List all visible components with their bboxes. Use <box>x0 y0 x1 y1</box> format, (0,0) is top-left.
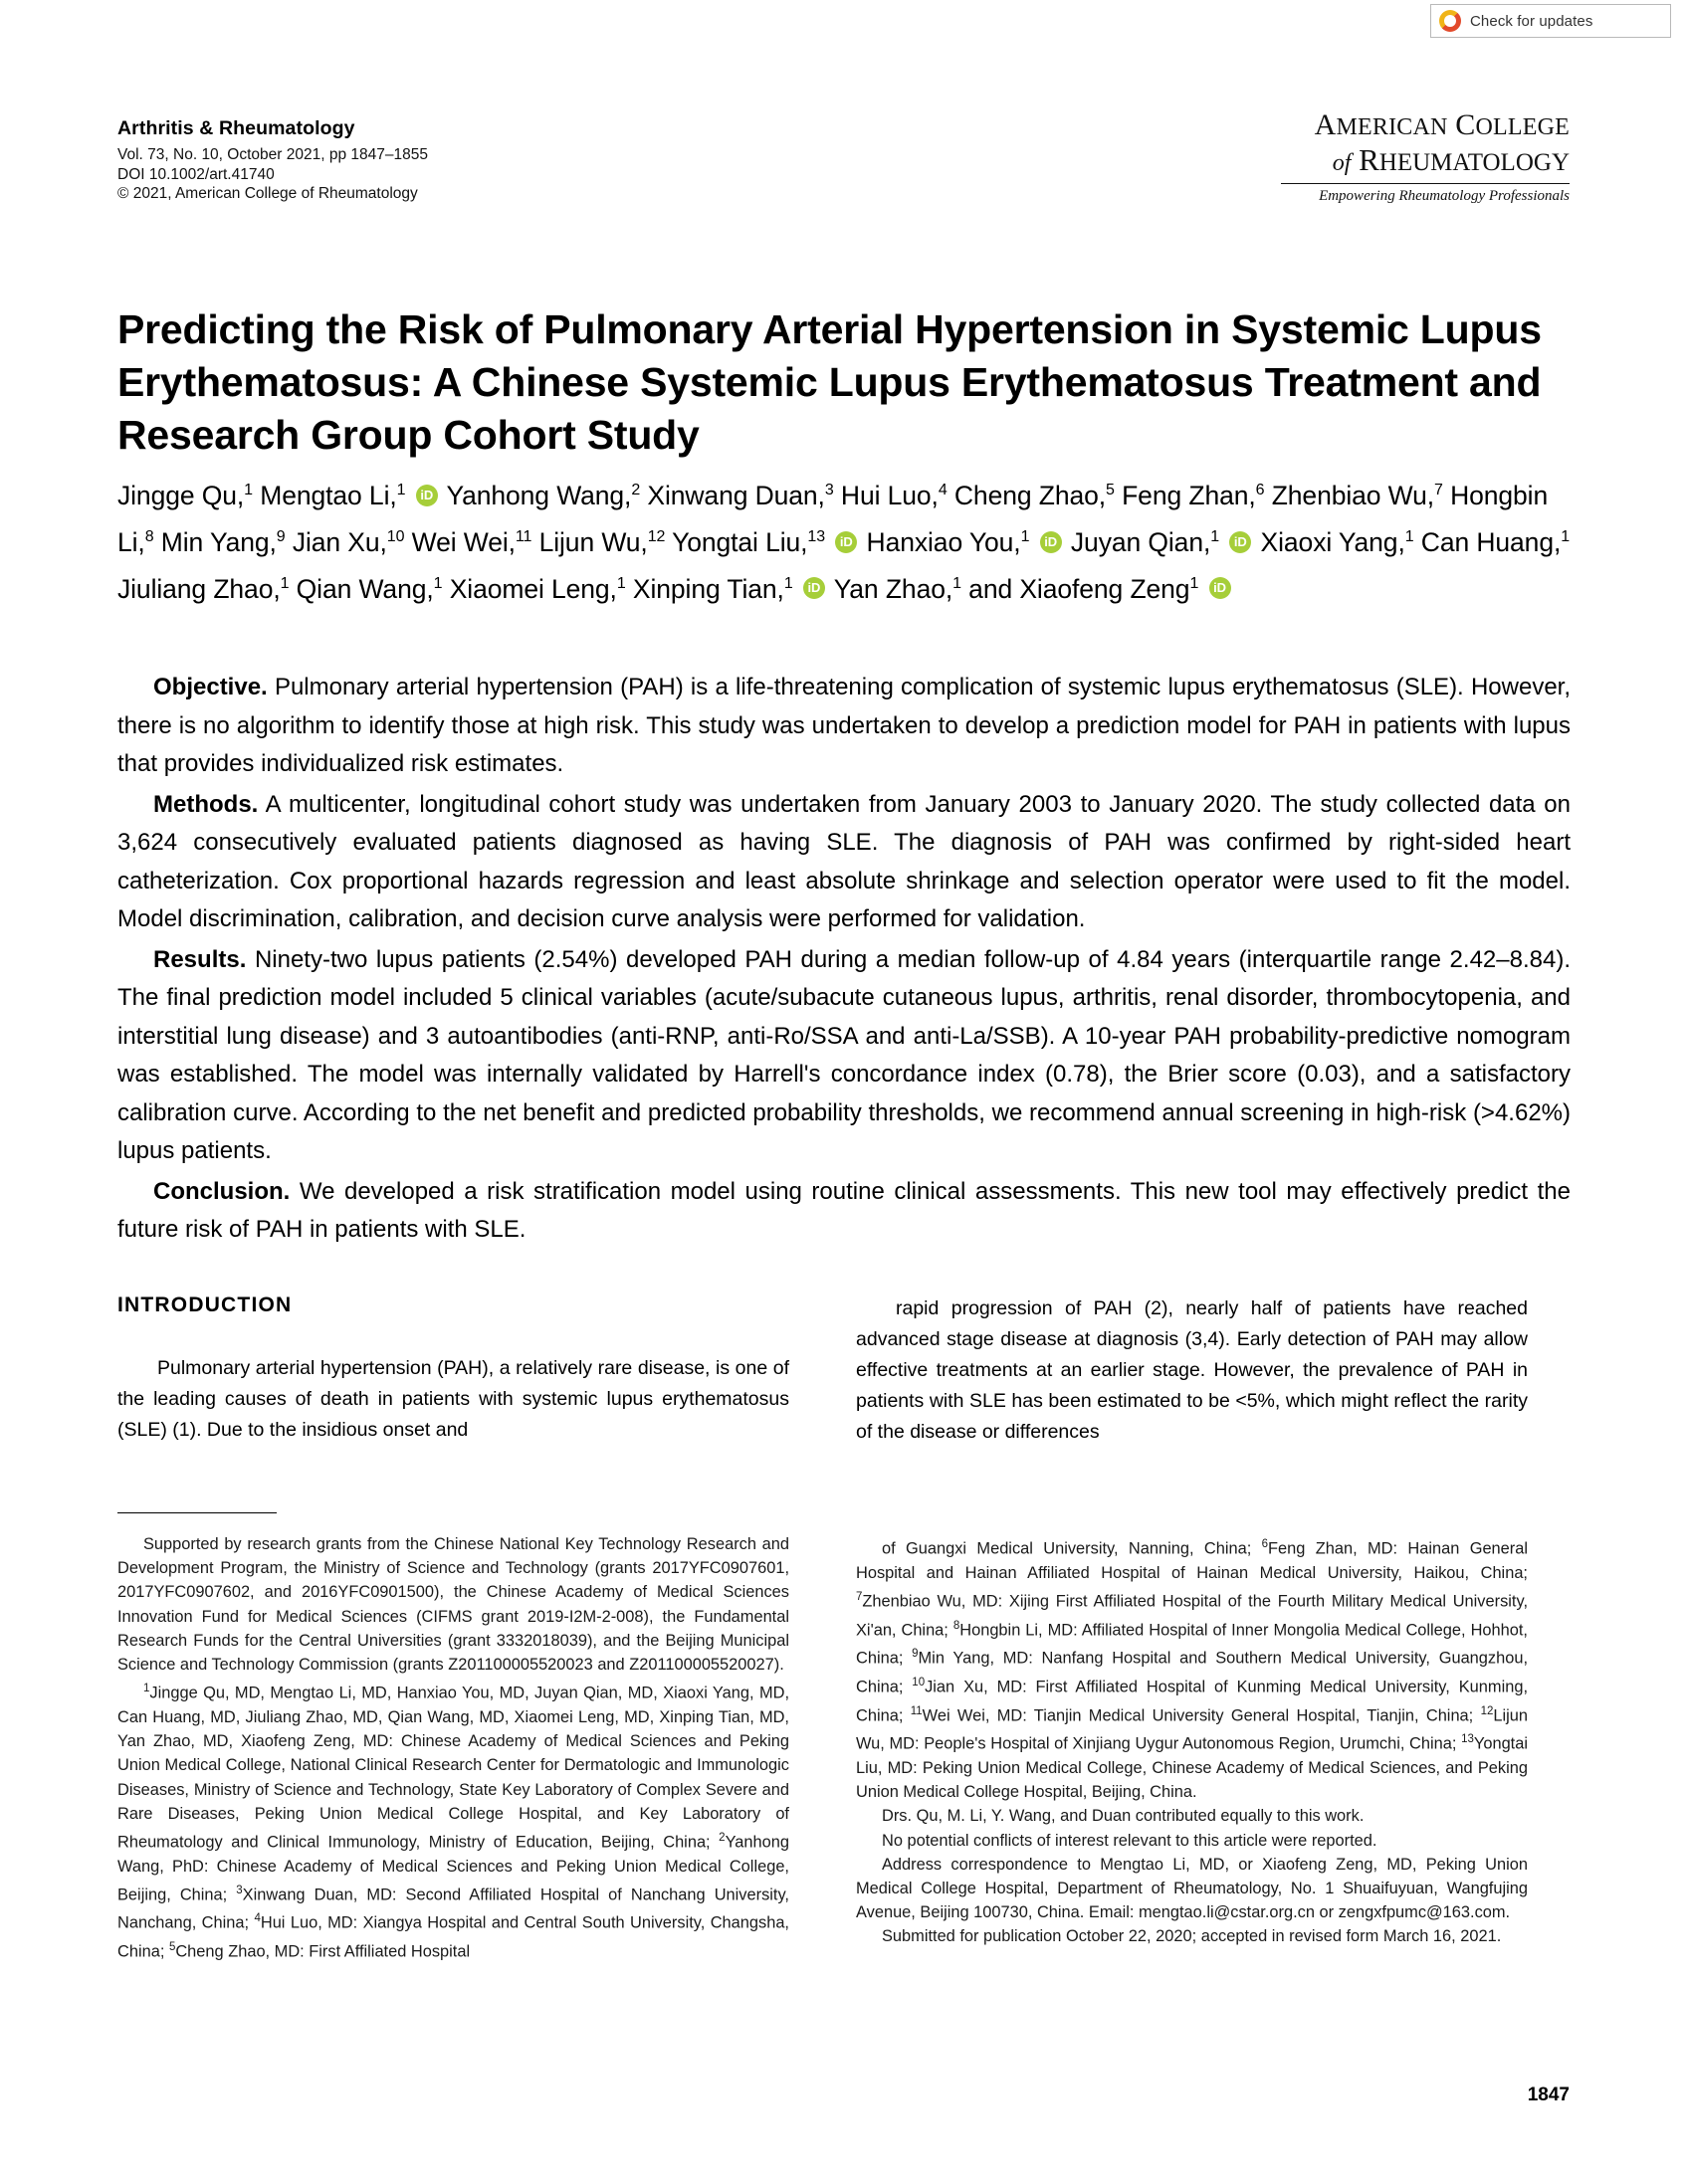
intro-paragraph-right: rapid progression of PAH (2), nearly half of patients have reached advanced stage disease at diagnosis (3,4). Early detection of PAH may allow effective treatments at an earlier stage. However, the prevalence of PAH in patients with SLE has been estimated to be <5%, which might reflect the rarity of the disease or differences <box>856 1297 1528 1443</box>
crossmark-icon <box>1439 10 1461 32</box>
abstract-results <box>117 941 1571 1171</box>
footnote-paragraph: No potential conflicts of interest relevant to this article were reported. <box>882 1831 1377 1850</box>
body-column-left <box>117 1353 789 1446</box>
abstract-objective <box>117 669 1571 784</box>
footnote-paragraph: of Guangxi Medical University, Nanning, China; $^6$Feng Zhan, MD: Hainan General Hospital and Hainan Affiliated Hospital of Hainan Medical University, Haikou, China; $^7$Zhenbiao Wu, MD: Xijing First Affiliated Hospital of the Fourth Military Medical University, Xi'an, China; $^8$Hongbin Li, MD: Affiliated Hospital of Inner Mongolia Medical College, Hohhot, China; $^9$Min Yang, MD: Nanfang Hospital and Southern Medical University, Guangzhou, China; $^{10}$Jian Xu, MD: First Affiliated Hospital of Kunming Medical University, Kunming, China; $^{11}$Wei Wei, MD: Tianjin Medical University General Hospital, Tianjin, China; $^{12}$Lijun Wu, MD: People's Hospital of Xinjiang Uygur Autonomous Region, Urumchi, China; $^{13}$Yongtai Liu, MD: Peking Union Medical College, Chinese Academy of Medical Sciences, and Peking Union Medical College Hospital, Beijing, China. <box>856 1538 1529 1802</box>
footnote-divider <box>117 1512 277 1513</box>
footnote-paragraph: Address correspondence to Mengtao Li, MD, or Xiaofeng Zeng, MD, Peking Union Medical College Hospital, Department of Rheumatology, No. 1 Shuaifuyuan, Wangfujing Avenue, Beijing 100730, China. Email: mengtao.li@cstar.org.cn or zengxfpumc@163.com. <box>856 1855 1528 1922</box>
abstract-results-text: Ninety-two lupus patients (2.54%) developed PAH during a median follow-up of 4.84 years (interquartile range 2.42–8.84). The final prediction model included 5 clinical variables (acute/subacute cutaneous lupus, arthritis, renal disorder, thrombocytopenia, and interstitial lung disease) and 3 autoantibodies (anti-RNP, anti-Ro/SSA and anti-La/SSB). A 10-year PAH probability-predictive nomogram was established. The model was internally validated by Harrell's concordance index (0.78), the Brier score (0.03), and a satisfactory calibration curve. According to the net benefit and predicted probability thresholds, we recommend annual screening in high-risk (>4.62%) lupus patients. <box>117 945 1571 1164</box>
section-heading-introduction: INTRODUCTION <box>117 1293 293 1316</box>
orcid-icon[interactable] <box>1040 531 1062 553</box>
abstract-objective-label: Objective. <box>153 674 268 700</box>
check-for-updates-label: Check for updates <box>1470 12 1593 30</box>
abstract-methods-text: A multicenter, longitudinal cohort study was undertaken from January 2003 to January 2020. The study collected data on 3,624 consecutively evaluated patients diagnosed as having SLE. The diagnosis of PAH was confirmed by right-sided heart catheterization. Cox proportional hazards regression and least absolute shrinkage and selection operator were used to fit the model. Model discrimination, calibration, and decision curve analysis were performed for validation. <box>117 790 1571 932</box>
orcid-icon[interactable] <box>1229 531 1251 553</box>
footnote-paragraph: Submitted for publication October 22, 2020; accepted in revised form March 16, 2021. <box>882 1927 1502 1946</box>
acr-logo-rule <box>1281 183 1570 184</box>
journal-title: Arthritis & Rheumatology <box>117 117 355 139</box>
orcid-icon[interactable] <box>835 531 857 553</box>
footnote-paragraph: $^1$Jingge Qu, MD, Mengtao Li, MD, Hanxiao You, MD, Juyan Qian, MD, Xiaoxi Yang, MD, Can Huang, MD, Jiuliang Zhao, MD, Qian Wang, MD, Xiaomei Leng, MD, Xinping Tian, MD, Yan Zhao, MD, Xiaofeng Zeng, MD: Chinese Academy of Medical Sciences and Peking Union Medical College, National Clinical Research Center for Dermatologic and Immunologic Diseases, Ministry of Science and Technology, State Key Laboratory of Complex Severe and Rare Diseases, Peking Union Medical College Hospital, and Key Laboratory of Rheumatology and Clinical Immunology, Ministry of Education, Beijing, China; $^2$Yanhong Wang, PhD: Chinese Academy of Medical Sciences and Peking Union Medical College, Beijing, China; $^3$Xinwang Duan, MD: Second Affiliated Hospital of Nanchang University, Nanchang, China; $^4$Hui Luo, MD: Xiangya Hospital and Central South University, Changsha, China; $^5$Cheng Zhao, MD: First Affiliated Hospital <box>117 1683 789 1961</box>
abstract-conclusion-text: We developed a risk stratification model using routine clinical assessments. This new tool may effectively predict the future risk of PAH in patients with SLE. <box>117 1177 1571 1243</box>
abstract-conclusion <box>117 1173 1571 1250</box>
acr-logo <box>1281 109 1570 205</box>
abstract-results-label: Results. <box>153 945 247 973</box>
journal-doi: DOI 10.1002/art.41740 <box>117 165 275 183</box>
journal-copyright: © 2021, American College of Rheumatology <box>117 185 418 202</box>
intro-paragraph-left: Pulmonary arterial hypertension (PAH), a relatively rare disease, is one of the leading causes of death in patients with systemic lupus erythematosus (SLE) (1). Due to the insidious onset and <box>117 1357 789 1441</box>
journal-volume: Vol. 73, No. 10, October 2021, pp 1847–1855 <box>117 146 428 163</box>
abstract-methods-label: Methods. <box>153 790 259 818</box>
footnote-paragraph: Supported by research grants from the Chinese National Key Technology Research and Development Program, the Ministry of Science and Technology (grants 2017YFC0907601, 2017YFC0907602, and 2016YFC0901500), the Chinese Academy of Medical Sciences Innovation Fund for Medical Sciences (CIFMS grant 2019-I2M-2-008), the Fundamental Research Funds for the Central Universities (grant 3332018039), and the Beijing Municipal Science and Technology Commission (grants Z201100005520023 and Z201100005520027). <box>117 1535 789 1675</box>
page-number: 1847 <box>1527 2085 1570 2105</box>
check-for-updates-badge[interactable] <box>1430 4 1671 38</box>
journal-masthead <box>117 117 814 204</box>
acr-logo-line1: AMERICAN COLLEGE <box>1314 108 1570 141</box>
footnotes-right <box>856 1532 1528 1949</box>
abstract <box>117 669 1571 1252</box>
abstract-methods <box>117 786 1571 939</box>
body-column-right <box>856 1293 1528 1448</box>
footnotes-left <box>117 1532 789 1964</box>
orcid-icon[interactable] <box>1209 577 1231 599</box>
acr-logo-line2: of RHEUMATOLOGY <box>1332 142 1570 177</box>
page-title: Predicting the Risk of Pulmonary Arterial Hypertension in Systemic Lupus Erythematosus: A Chinese Systemic Lupus Erythematosus Treatment and Research Group Cohort Study <box>117 306 1542 459</box>
abstract-objective-text: Pulmonary arterial hypertension (PAH) is a life-threatening complication of systemic lupus erythematosus (SLE). However, there is no algorithm to identify those at high risk. This study was undertaken to develop a prediction model for PAH in patients with lupus that provides individualized risk estimates. <box>117 674 1571 777</box>
orcid-icon[interactable] <box>416 485 438 506</box>
acr-logo-tagline: Empowering Rheumatology Professionals <box>1319 188 1570 204</box>
orcid-icon[interactable] <box>803 577 825 599</box>
abstract-conclusion-label: Conclusion. <box>153 1177 291 1205</box>
author-list: Jingge Qu,$^1$ Mengtao Li,$^1$ iD Yanhong Wang,$^2$ Xinwang Duan,$^3$ Hui Luo,$^4$ Cheng Zhao,$^5$ Feng Zhan,$^6$ Zhenbiao Wu,$^7$ Hongbin Li,$^8$ Min Yang,$^9$ Jian Xu,$^{10}$ Wei Wei,$^{11}$ Lijun Wu,$^{12}$ Yongtai Liu,$^{13}$ iD Hanxiao You,$^1$ iD Juyan Qian,$^1$ iD Xiaoxi Yang,$^1$ Can Huang,$^1$ Jiuliang Zhao,$^1$ Qian Wang,$^1$ Xiaomei Leng,$^1$ Xinping Tian,$^1$ iD Yan Zhao,$^1$ and Xiaofeng Zeng$^1$ iD <box>117 470 1581 609</box>
footnote-paragraph: Drs. Qu, M. Li, Y. Wang, and Duan contributed equally to this work. <box>882 1807 1365 1826</box>
